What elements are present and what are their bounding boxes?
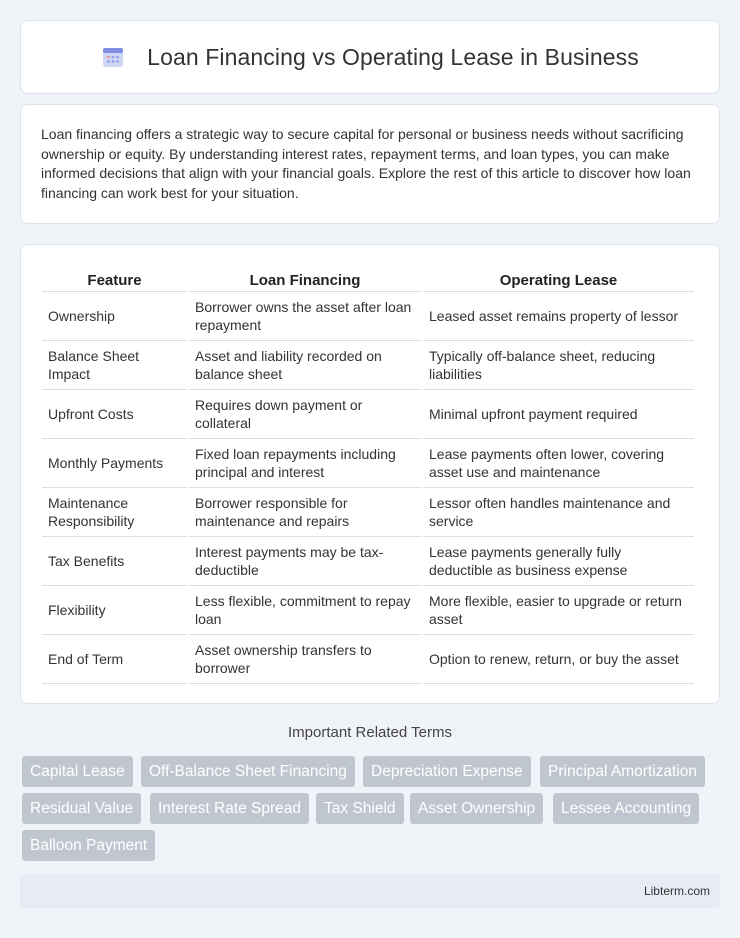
feature-cell: Tax Benefits [42,537,187,586]
table-row [42,537,694,586]
related-term-tag[interactable]: Depreciation Expense [363,756,531,787]
related-term-tag[interactable]: Asset Ownership [410,793,543,824]
loan-cell: Interest payments may be tax-deductible [189,537,421,586]
lease-cell: Lease payments often lower, covering asset use and maintenance [423,439,694,488]
loan-cell: Requires down payment or collateral [189,390,421,439]
table-row [42,586,694,635]
lease-cell: Lease payments generally fully deductible as business expense [423,537,694,586]
calendar-grid-icon [101,45,125,69]
table-row [42,390,694,439]
comparison-table [40,264,696,684]
loan-cell: Borrower responsible for maintenance and repairs [189,488,421,537]
comparison-card [20,244,720,704]
intro-paragraph: Loan financing offers a strategic way to secure capital for personal or business needs without sacrificing ownership or equity. By understanding interest rates, repayment terms, and loan types, you can make informed decisions that align with your financial goals. Explore the rest of this article to discover how loan financing can work best for your situation. [41,126,691,201]
lease-cell: More flexible, easier to upgrade or return asset [423,586,694,635]
title-card [20,20,720,94]
feature-cell: End of Term [42,635,187,684]
feature-cell: Maintenance Responsibility [42,488,187,537]
feature-cell: Flexibility [42,586,187,635]
lease-cell: Minimal upfront payment required [423,390,694,439]
lease-cell: Option to renew, return, or buy the asset [423,635,694,684]
feature-cell: Monthly Payments [42,439,187,488]
table-row [42,488,694,537]
loan-cell: Fixed loan repayments including principal and interest [189,439,421,488]
loan-cell: Less flexible, commitment to repay loan [189,586,421,635]
related-term-tag[interactable]: Capital Lease [22,756,133,787]
related-term-tag[interactable]: Off-Balance Sheet Financing [141,756,355,787]
lease-cell: Typically off-balance sheet, reducing liabilities [423,341,694,390]
table-row [42,341,694,390]
related-terms-heading: Important Related Terms [288,724,452,741]
loan-cell: Asset and liability recorded on balance sheet [189,341,421,390]
table-row [42,635,694,684]
footer [20,874,720,908]
page-title: Loan Financing vs Operating Lease in Business [147,43,639,70]
header-feature: Feature [42,264,187,292]
related-term-tag[interactable]: Lessee Accounting [553,793,699,824]
related-term-tag[interactable]: Interest Rate Spread [150,793,309,824]
related-term-tag[interactable]: Principal Amortization [540,756,705,787]
feature-cell: Balance Sheet Impact [42,341,187,390]
related-term-tag[interactable]: Residual Value [22,793,141,824]
related-term-tag[interactable]: Balloon Payment [22,830,155,861]
feature-cell: Ownership [42,292,187,341]
header-operating-lease: Operating Lease [423,264,694,292]
lease-cell: Lessor often handles maintenance and service [423,488,694,537]
related-term-tag[interactable]: Tax Shield [316,793,404,824]
loan-cell: Borrower owns the asset after loan repayment [189,292,421,341]
header-loan-financing: Loan Financing [189,264,421,292]
table-header-row [42,264,694,292]
loan-cell: Asset ownership transfers to borrower [189,635,421,684]
table-row [42,439,694,488]
footer-site-link[interactable]: Libterm.com [643,884,710,898]
feature-cell: Upfront Costs [42,390,187,439]
lease-cell: Leased asset remains property of lessor [423,292,694,341]
intro-card [20,104,720,224]
table-row [42,292,694,341]
